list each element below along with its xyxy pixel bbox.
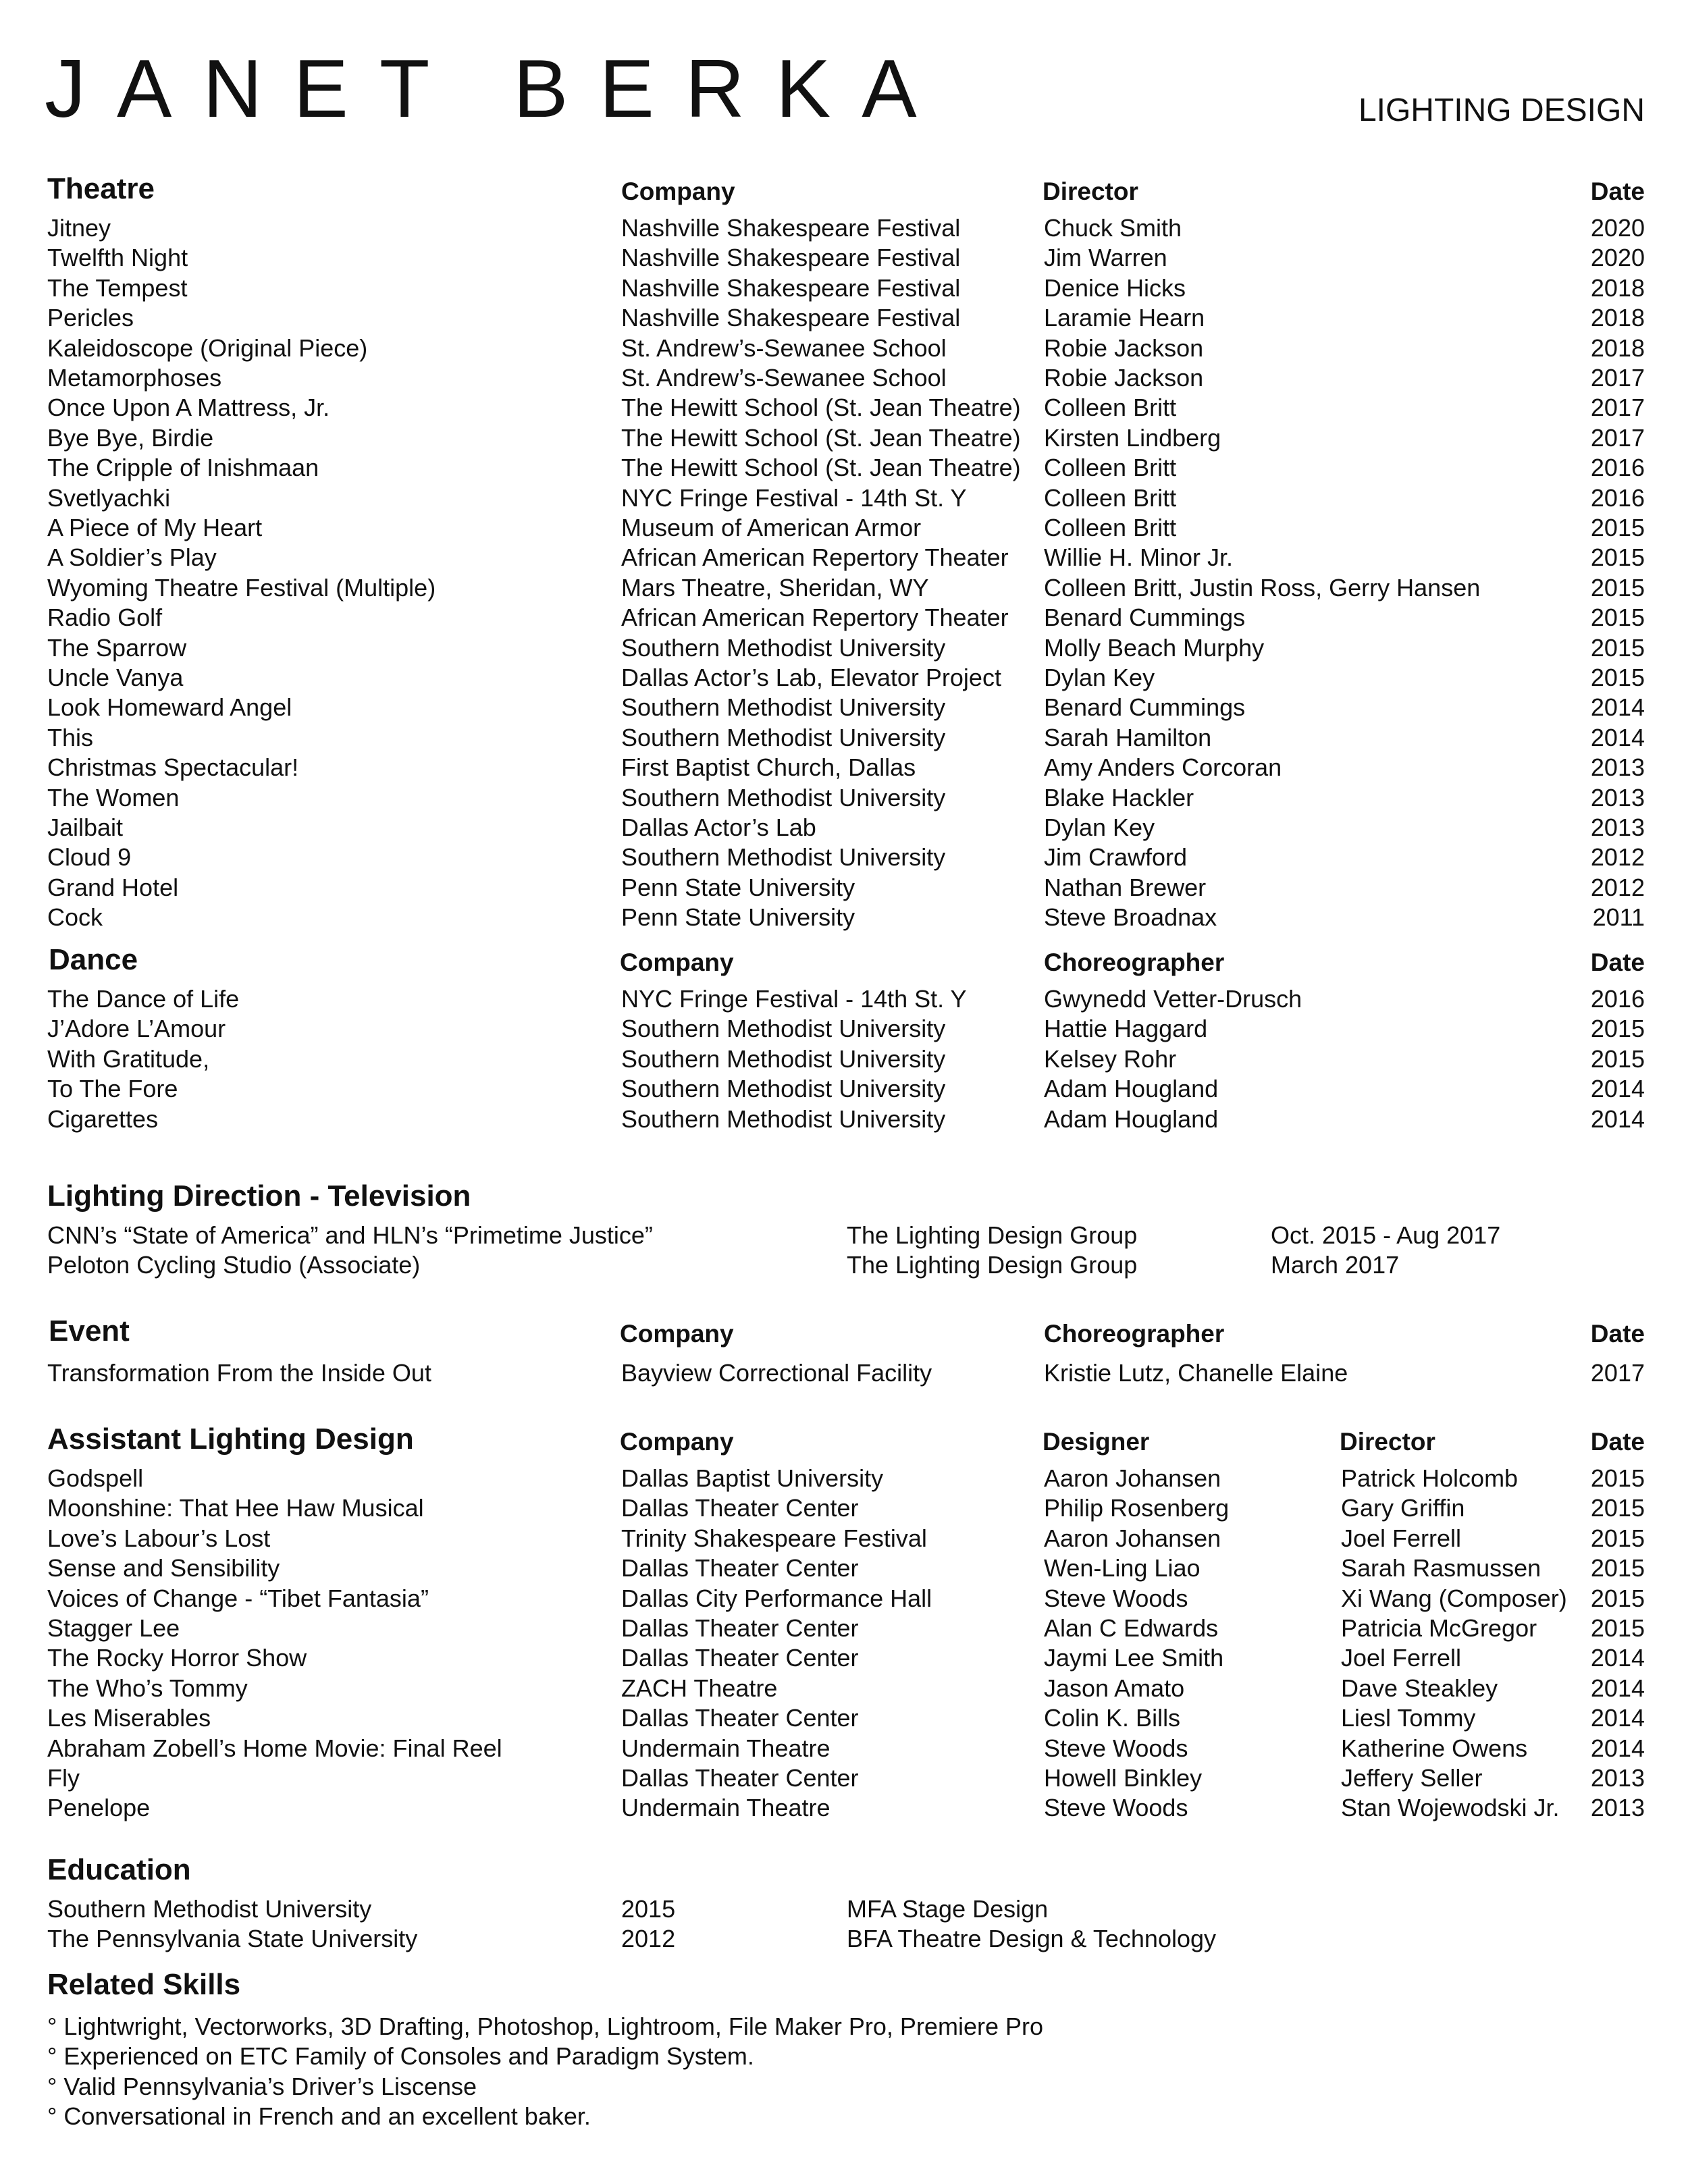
production-title: Cock: [47, 903, 103, 932]
year: 2015: [1590, 573, 1645, 602]
year: 2013: [1590, 1794, 1645, 1822]
table-row: [0, 1924, 1688, 1954]
company: African American Repertory Theater: [621, 543, 1009, 572]
director: Blake Hackler: [1044, 783, 1194, 811]
column-header: Company: [621, 178, 735, 205]
year: 2016: [1590, 454, 1645, 482]
company: Southern Methodist University: [621, 1015, 946, 1043]
director: Joel Ferrell: [1341, 1644, 1462, 1672]
production-title: Godspell: [47, 1464, 144, 1492]
company: Southern Methodist University: [621, 633, 946, 662]
year: 2018: [1590, 334, 1645, 362]
company: Penn State University: [621, 903, 855, 932]
director: Robie Jackson: [1044, 334, 1204, 362]
designer: Howell Binkley: [1044, 1764, 1203, 1792]
column-header: Company: [620, 1428, 734, 1456]
production-title: Fly: [47, 1764, 80, 1792]
company: Dallas Actor’s Lab: [621, 814, 816, 841]
skill-text: ° Experienced on ETC Family of Consoles and Paradigm System.: [47, 2042, 754, 2071]
company: Southern Methodist University: [621, 1075, 946, 1103]
year: 2014: [1590, 1075, 1645, 1103]
production-title: Once Upon A Mattress, Jr.: [47, 394, 330, 422]
table-row: [0, 1250, 1688, 1280]
production-title: Abraham Zobell’s Home Movie: Final Reel: [47, 1734, 502, 1762]
table-row: [0, 843, 1688, 872]
year: 2013: [1590, 783, 1645, 811]
table-row: [0, 1553, 1688, 1583]
year: 2018: [1590, 304, 1645, 332]
choreographer: Hattie Haggard: [1044, 1015, 1208, 1043]
production-title: Moonshine: That Hee Haw Musical: [47, 1494, 424, 1522]
table-row: [0, 873, 1688, 903]
table-row: [0, 1763, 1688, 1793]
company: Dallas Theater Center: [621, 1764, 859, 1792]
year: 2015: [621, 1895, 676, 1923]
company: First Baptist Church, Dallas: [621, 753, 916, 782]
director: Colleen Britt: [1044, 514, 1177, 541]
column-header: Choreographer: [1044, 1320, 1225, 1348]
company: The Hewitt School (St. Jean Theatre): [621, 394, 1021, 422]
year: 2018: [1590, 273, 1645, 302]
production-title: Love’s Labour’s Lost: [47, 1524, 271, 1552]
director: Kirsten Lindberg: [1044, 423, 1221, 452]
year: 2013: [1590, 753, 1645, 782]
designer: Wen-Ling Liao: [1044, 1554, 1201, 1582]
table-row: [0, 1044, 1688, 1074]
choreographer: Kristie Lutz, Chanelle Elaine: [1044, 1359, 1348, 1387]
company: St. Andrew’s-Sewanee School: [621, 364, 947, 392]
table-row: [0, 663, 1688, 693]
company: Trinity Shakespeare Festival: [621, 1524, 927, 1552]
table-row: [0, 1894, 1688, 1924]
degree: MFA Stage Design: [847, 1895, 1049, 1923]
director: Steve Broadnax: [1044, 903, 1217, 932]
year: 2014: [1590, 693, 1645, 722]
director: Willie H. Minor Jr.: [1044, 543, 1234, 572]
list-item: [0, 2012, 1688, 2042]
year: 2011: [1592, 903, 1645, 932]
company: Southern Methodist University: [621, 783, 946, 811]
choreographer: Adam Hougland: [1044, 1104, 1219, 1133]
choreographer: Gwynedd Vetter-Drusch: [1044, 985, 1302, 1013]
production-title: CNN’s “State of America” and HLN’s “Primetime Justice”: [47, 1221, 653, 1249]
production-title: Cloud 9: [47, 843, 132, 872]
year: 2015: [1590, 514, 1645, 541]
production-title: Metamorphoses: [47, 364, 222, 392]
director: Chuck Smith: [1044, 214, 1182, 242]
director: Sarah Hamilton: [1044, 723, 1212, 751]
table-row: [0, 1221, 1688, 1250]
table-row: [0, 723, 1688, 753]
company: Museum of American Armor: [621, 514, 922, 541]
year: 2017: [1590, 423, 1645, 452]
table-row: [0, 1104, 1688, 1134]
table-row: [0, 1643, 1688, 1673]
table-row: [0, 1674, 1688, 1703]
company: ZACH Theatre: [621, 1674, 778, 1702]
column-header: Date: [1590, 178, 1645, 205]
table-row: [0, 1493, 1688, 1523]
designer: Steve Woods: [1044, 1584, 1188, 1612]
production-title: Uncle Vanya: [47, 664, 184, 691]
company: Dallas Theater Center: [621, 1644, 859, 1672]
table-row: [0, 483, 1688, 513]
year: 2014: [1590, 1644, 1645, 1672]
production-title: Grand Hotel: [47, 873, 179, 901]
table-row: [0, 573, 1688, 603]
company: African American Repertory Theater: [621, 604, 1009, 632]
year: 2014: [1590, 1104, 1645, 1133]
year: 2012: [1590, 843, 1645, 872]
company: Dallas Theater Center: [621, 1614, 859, 1642]
table-row: [0, 334, 1688, 363]
director: Katherine Owens: [1341, 1734, 1528, 1762]
year: 2015: [1590, 1494, 1645, 1522]
table-row: [0, 393, 1688, 423]
director: Colleen Britt: [1044, 394, 1177, 422]
production-title: Pericles: [47, 304, 134, 332]
production-title: Penelope: [47, 1794, 151, 1822]
company: Southern Methodist University: [621, 843, 946, 872]
production-title: With Gratitude,: [47, 1044, 210, 1073]
list-item: [0, 2042, 1688, 2071]
director: Benard Cummings: [1044, 693, 1246, 722]
section-title: Dance: [49, 943, 138, 976]
director: Colleen Britt: [1044, 454, 1177, 482]
director: Xi Wang (Composer): [1341, 1584, 1567, 1612]
director: Stan Wojewodski Jr.: [1341, 1794, 1560, 1822]
column-header: Company: [620, 949, 734, 976]
production-title: Sense and Sensibility: [47, 1554, 280, 1582]
column-header: Date: [1590, 1428, 1645, 1456]
year: 2015: [1590, 543, 1645, 572]
production-title: Radio Golf: [47, 604, 163, 632]
production-title: Jitney: [47, 214, 111, 242]
table-row: [0, 1734, 1688, 1763]
table-row: [0, 303, 1688, 333]
year: 2012: [1590, 873, 1645, 901]
choreographer: Adam Hougland: [1044, 1075, 1219, 1103]
school: The Pennsylvania State University: [47, 1925, 418, 1953]
production-title: The Tempest: [47, 273, 188, 302]
column-header: Date: [1590, 949, 1645, 976]
company: The Lighting Design Group: [847, 1251, 1138, 1279]
company: NYC Fringe Festival - 14th St. Y: [621, 985, 967, 1013]
company: Bayview Correctional Facility: [621, 1359, 932, 1387]
school: Southern Methodist University: [47, 1895, 372, 1923]
production-title: Cigarettes: [47, 1104, 159, 1133]
table-row: [0, 543, 1688, 572]
choreographer: Kelsey Rohr: [1044, 1044, 1177, 1073]
year: 2014: [1590, 1734, 1645, 1762]
director: Denice Hicks: [1044, 273, 1186, 302]
year: 2013: [1590, 814, 1645, 841]
director: Gary Griffin: [1341, 1494, 1465, 1522]
year: 2020: [1590, 214, 1645, 242]
company: The Hewitt School (St. Jean Theatre): [621, 423, 1021, 452]
company: Nashville Shakespeare Festival: [621, 214, 961, 242]
company: The Hewitt School (St. Jean Theatre): [621, 454, 1021, 482]
company: Mars Theatre, Sheridan, WY: [621, 573, 929, 602]
company: Undermain Theatre: [621, 1734, 830, 1762]
table-row: [0, 984, 1688, 1014]
designer: Aaron Johansen: [1044, 1524, 1221, 1552]
column-header: Director: [1043, 178, 1138, 205]
company: Nashville Shakespeare Festival: [621, 273, 961, 302]
year: 2015: [1590, 1554, 1645, 1582]
degree: BFA Theatre Design & Technology: [847, 1925, 1217, 1953]
director: Joel Ferrell: [1341, 1524, 1462, 1552]
company: Dallas Theater Center: [621, 1494, 859, 1522]
table-row: [0, 633, 1688, 663]
resume-subtitle: LIGHTING DESIGN: [1358, 92, 1645, 128]
company: Southern Methodist University: [621, 723, 946, 751]
table-row: [0, 603, 1688, 633]
production-title: Look Homeward Angel: [47, 693, 292, 722]
designer: Steve Woods: [1044, 1794, 1188, 1822]
director: Benard Cummings: [1044, 604, 1246, 632]
table-row: [0, 693, 1688, 722]
production-title: Bye Bye, Birdie: [47, 423, 214, 452]
column-header: Date: [1590, 1320, 1645, 1348]
year: 2014: [1590, 1674, 1645, 1702]
year: 2017: [1590, 1359, 1645, 1387]
company: Undermain Theatre: [621, 1794, 830, 1822]
director: Dylan Key: [1044, 814, 1155, 841]
table-row: [0, 903, 1688, 932]
director: Jeffery Seller: [1341, 1764, 1483, 1792]
production-title: Voices of Change - “Tibet Fantasia”: [47, 1584, 429, 1612]
table-row: [0, 1584, 1688, 1614]
date-range: Oct. 2015 - Aug 2017: [1271, 1221, 1501, 1249]
year: 2016: [1590, 985, 1645, 1013]
table-row: [0, 1358, 1688, 1388]
year: 2015: [1590, 1614, 1645, 1642]
company: The Lighting Design Group: [847, 1221, 1138, 1249]
director: Patricia McGregor: [1341, 1614, 1537, 1642]
director: Jim Crawford: [1044, 843, 1188, 872]
designer: Jason Amato: [1044, 1674, 1185, 1702]
designer: Aaron Johansen: [1044, 1464, 1221, 1492]
company: NYC Fringe Festival - 14th St. Y: [621, 483, 967, 512]
company: Nashville Shakespeare Festival: [621, 304, 961, 332]
company: Dallas City Performance Hall: [621, 1584, 932, 1612]
table-row: [0, 1014, 1688, 1044]
date-range: March 2017: [1271, 1251, 1400, 1279]
company: Nashville Shakespeare Festival: [621, 244, 961, 272]
director: Molly Beach Murphy: [1044, 633, 1265, 662]
director: Patrick Holcomb: [1341, 1464, 1519, 1492]
year: 2015: [1590, 1584, 1645, 1612]
designer: Philip Rosenberg: [1044, 1494, 1230, 1522]
year: 2020: [1590, 244, 1645, 272]
production-title: The Rocky Horror Show: [47, 1644, 307, 1672]
table-row: [0, 243, 1688, 273]
list-item: [0, 2102, 1688, 2131]
table-row: [0, 363, 1688, 393]
year: 2015: [1590, 664, 1645, 691]
year: 2015: [1590, 1015, 1645, 1043]
director: Amy Anders Corcoran: [1044, 753, 1282, 782]
table-row: [0, 783, 1688, 813]
year: 2015: [1590, 1524, 1645, 1552]
year: 2017: [1590, 364, 1645, 392]
director: Liesl Tommy: [1341, 1704, 1476, 1732]
section-title: Theatre: [47, 172, 155, 205]
production-title: Jailbait: [47, 814, 124, 841]
resume-name: JANET BERKA: [45, 43, 948, 134]
production-title: The Who’s Tommy: [47, 1674, 248, 1702]
table-row: [0, 1793, 1688, 1823]
column-header: Choreographer: [1044, 949, 1225, 976]
year: 2015: [1590, 1464, 1645, 1492]
production-title: Twelfth Night: [47, 244, 188, 272]
year: 2016: [1590, 483, 1645, 512]
table-row: [0, 1614, 1688, 1643]
director: Colleen Britt, Justin Ross, Gerry Hansen: [1044, 573, 1481, 602]
company: Southern Methodist University: [621, 693, 946, 722]
director: Laramie Hearn: [1044, 304, 1205, 332]
director: Robie Jackson: [1044, 364, 1204, 392]
production-title: The Women: [47, 783, 180, 811]
director: Dylan Key: [1044, 664, 1155, 691]
table-row: [0, 1464, 1688, 1493]
production-title: J’Adore L’Amour: [47, 1015, 226, 1043]
skill-text: ° Conversational in French and an excellent baker.: [47, 2102, 591, 2131]
production-title: A Piece of My Heart: [47, 514, 263, 541]
production-title: Peloton Cycling Studio (Associate): [47, 1251, 421, 1279]
table-row: [0, 813, 1688, 843]
production-title: Transformation From the Inside Out: [47, 1359, 431, 1387]
company: Southern Methodist University: [621, 1104, 946, 1133]
company: Dallas Theater Center: [621, 1554, 859, 1582]
director: Nathan Brewer: [1044, 873, 1207, 901]
list-item: [0, 2072, 1688, 2102]
year: 2012: [621, 1925, 676, 1953]
director: Sarah Rasmussen: [1341, 1554, 1541, 1582]
table-row: [0, 453, 1688, 483]
production-title: Christmas Spectacular!: [47, 753, 299, 782]
year: 2014: [1590, 1704, 1645, 1732]
table-row: [0, 213, 1688, 243]
column-header: Designer: [1043, 1428, 1150, 1456]
designer: Jaymi Lee Smith: [1044, 1644, 1224, 1672]
designer: Alan C Edwards: [1044, 1614, 1219, 1642]
production-title: Les Miserables: [47, 1704, 211, 1732]
section-title: Education: [47, 1853, 191, 1886]
company: Penn State University: [621, 873, 855, 901]
production-title: To The Fore: [47, 1075, 178, 1103]
table-row: [0, 1524, 1688, 1553]
table-row: [0, 1074, 1688, 1104]
column-header: Director: [1340, 1428, 1435, 1456]
column-header: Company: [620, 1320, 734, 1348]
production-title: A Soldier’s Play: [47, 543, 217, 572]
production-title: Kaleidoscope (Original Piece): [47, 334, 368, 362]
production-title: The Cripple of Inishmaan: [47, 454, 319, 482]
director: Dave Steakley: [1341, 1674, 1498, 1702]
year: 2017: [1590, 394, 1645, 422]
production-title: This: [47, 723, 94, 751]
company: Dallas Baptist University: [621, 1464, 884, 1492]
section-title: Related Skills: [47, 1968, 241, 2001]
production-title: Svetlyachki: [47, 483, 171, 512]
table-row: [0, 753, 1688, 782]
year: 2015: [1590, 1044, 1645, 1073]
table-row: [0, 1703, 1688, 1733]
production-title: Wyoming Theatre Festival (Multiple): [47, 573, 436, 602]
section-title: Event: [49, 1314, 130, 1348]
section-title: Assistant Lighting Design: [47, 1422, 414, 1456]
table-row: [0, 423, 1688, 453]
company: Southern Methodist University: [621, 1044, 946, 1073]
director: Jim Warren: [1044, 244, 1167, 272]
company: St. Andrew’s-Sewanee School: [621, 334, 947, 362]
director: Colleen Britt: [1044, 483, 1177, 512]
year: 2013: [1590, 1764, 1645, 1792]
designer: Colin K. Bills: [1044, 1704, 1181, 1732]
table-row: [0, 273, 1688, 303]
year: 2015: [1590, 633, 1645, 662]
company: Dallas Actor’s Lab, Elevator Project: [621, 664, 1001, 691]
table-row: [0, 513, 1688, 543]
production-title: The Dance of Life: [47, 985, 240, 1013]
company: Dallas Theater Center: [621, 1704, 859, 1732]
skill-text: ° Lightwright, Vectorworks, 3D Drafting, Photoshop, Lightroom, File Maker Pro, Premiere Pro: [47, 2013, 1043, 2040]
production-title: The Sparrow: [47, 633, 187, 662]
year: 2015: [1590, 604, 1645, 632]
designer: Steve Woods: [1044, 1734, 1188, 1762]
production-title: Stagger Lee: [47, 1614, 180, 1642]
year: 2014: [1590, 723, 1645, 751]
skill-text: ° Valid Pennsylvania’s Driver’s Liscense: [47, 2072, 477, 2100]
section-title: Lighting Direction - Television: [47, 1179, 471, 1213]
